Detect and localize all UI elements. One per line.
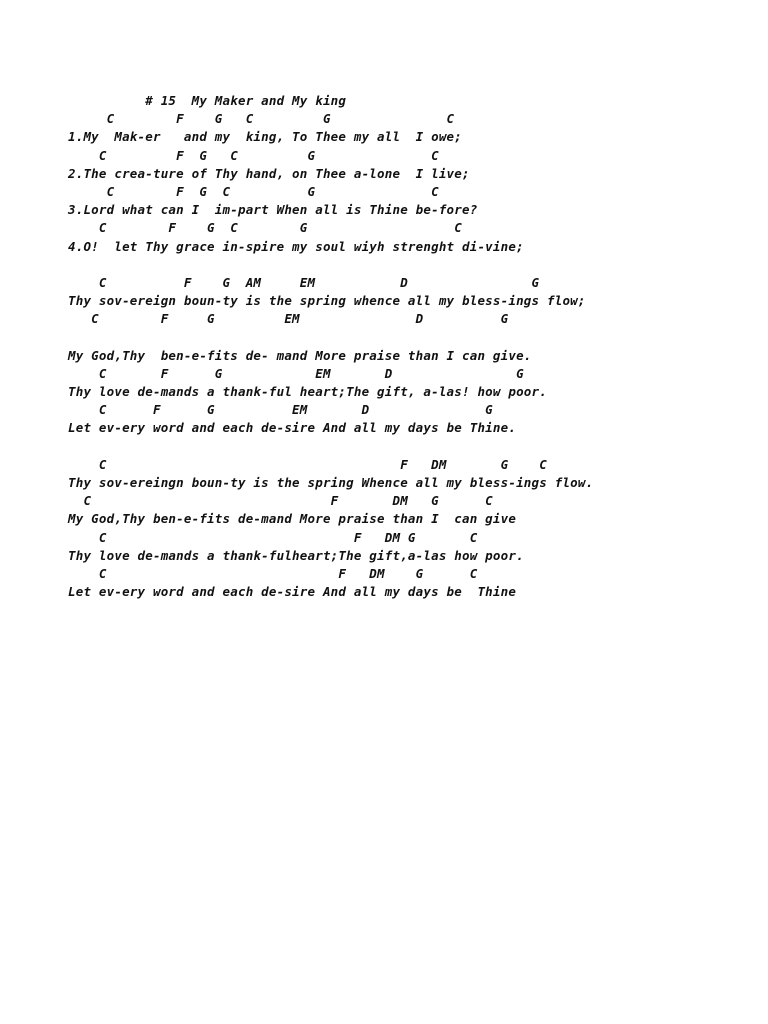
chord-line: C F G C G C (68, 183, 439, 199)
lyric-line: Thy love de-mands a thank-fulheart;The gift,a-las how poor. (68, 547, 524, 563)
chord-line: C F DM G C (68, 493, 493, 509)
chord-line: C F G EM D G (68, 311, 509, 327)
chord-line: C F DM G C (68, 456, 547, 472)
song-text (68, 92, 593, 601)
lyric-line: Thy love de-mands a thank-ful heart;The gift, a-las! how poor. (68, 384, 547, 399)
lyric-line: My God,Thy ben-e-fits de- mand More praise than I can give. (68, 347, 532, 363)
lyric-line: Thy sov-ereingn boun-ty is the spring Whence all my bless-ings flow. (68, 474, 594, 490)
lyric-line: 3.Lord what can I im-part When all is Thine be-fore? (68, 202, 478, 218)
chord-line: C F DM G C (68, 565, 478, 581)
lyric-line: 4.O! let Thy grace in-spire my soul wiyh strenght di-vine; (68, 238, 524, 254)
blank-line (68, 438, 593, 456)
song-title: # 15 My Maker and My king (68, 93, 347, 108)
blank-line (68, 328, 593, 346)
blank-line (68, 256, 593, 274)
chord-line: C F G C G C (68, 220, 463, 236)
chord-line: C F G C G C (68, 147, 439, 163)
chord-line: C F G EM D G (68, 402, 493, 418)
chord-line: C F G AM EM D G (68, 274, 540, 290)
lyric-line: Let ev-ery word and each de-sire And all my days be Thine (68, 584, 517, 600)
chord-line: C F DM G C (68, 529, 478, 545)
lyric-line: 1.My Mak-er and my king, To Thee my all I owe; (68, 129, 463, 145)
lyric-line: Let ev-ery word and each de-sire And all my days be Thine. (68, 420, 517, 436)
chord-line: C F G EM D G (68, 365, 524, 381)
lyric-line: 2.The crea-ture of Thy hand, on Thee a-lone I live; (68, 165, 470, 181)
chord-line: C F G C G C (68, 111, 455, 127)
lyric-line: My God,Thy ben-e-fits de-mand More praise than I can give (68, 511, 517, 527)
lyric-line: Thy sov-ereign boun-ty is the spring whence all my bless-ings flow; (68, 293, 586, 309)
